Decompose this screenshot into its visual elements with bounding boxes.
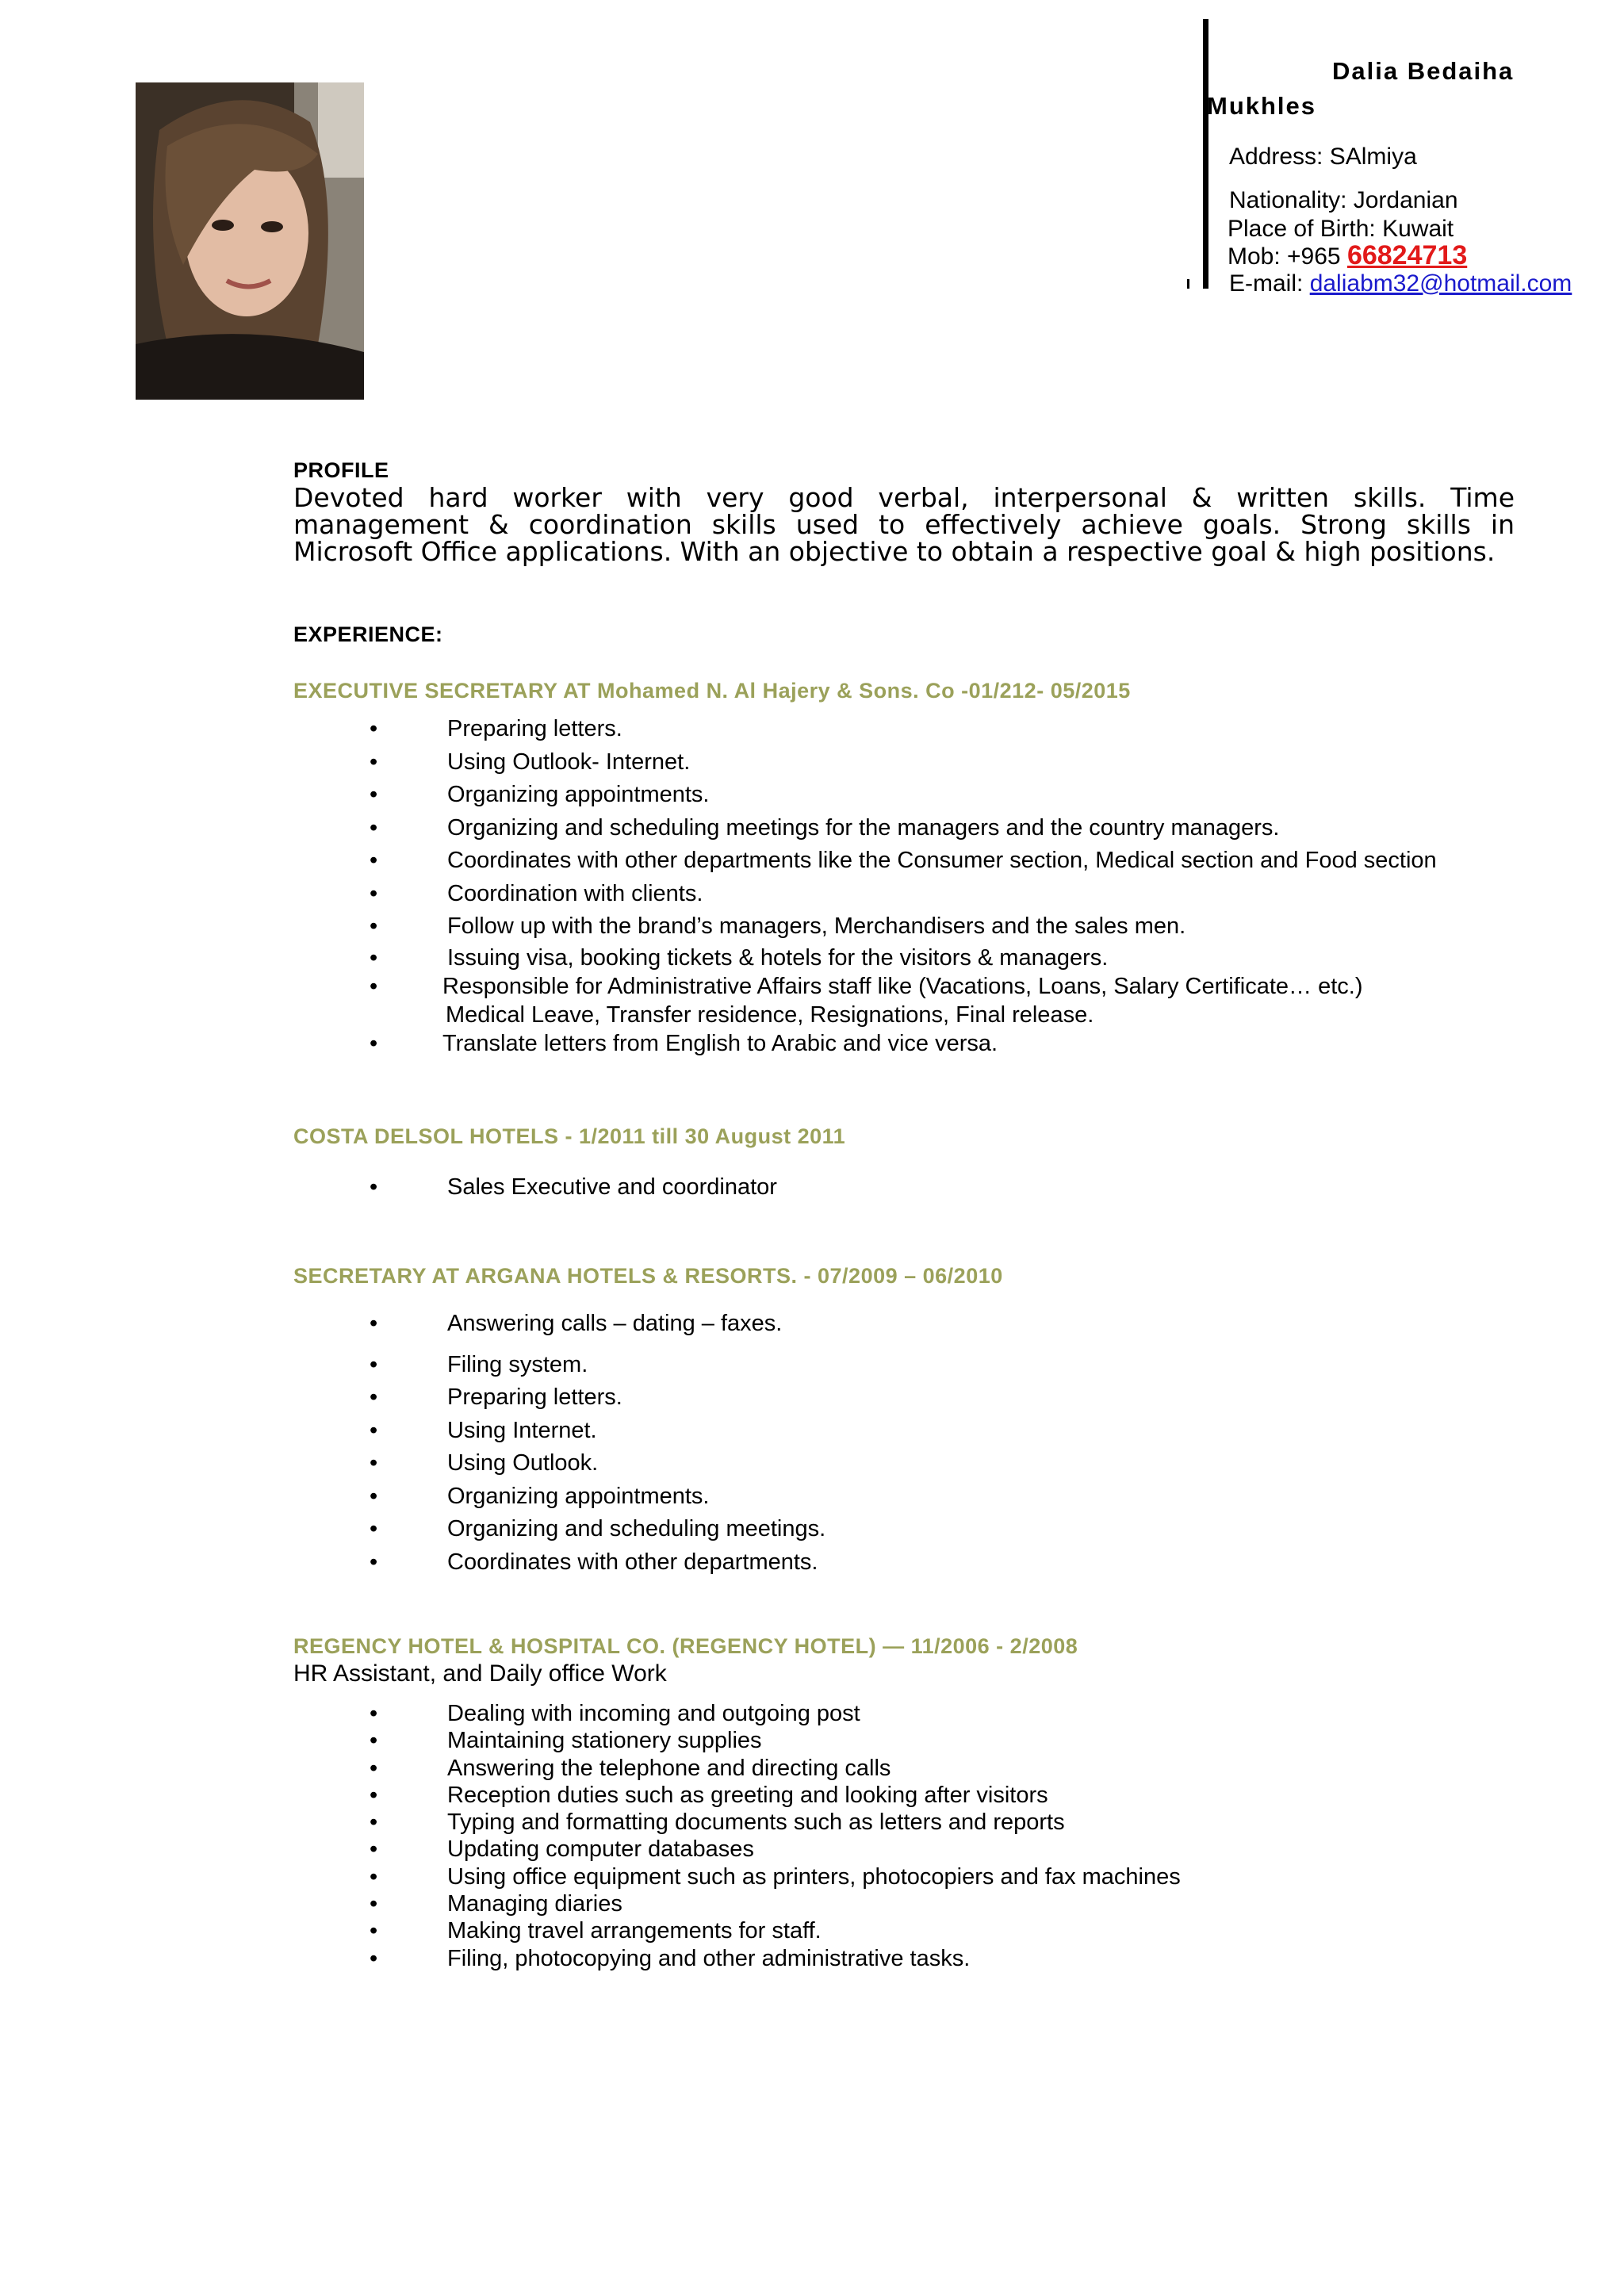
mobile-label: Mob: +965 [1228,243,1341,270]
job-duties-list [293,1171,1515,1204]
list-item: • Preparing letters. [293,713,1515,746]
job-title: SECRETARY AT ARGANA HOTELS & RESORTS. - 07/2009 – 06/2010 [293,1264,1003,1288]
bullet-icon: • [370,848,378,873]
list-item: • Preparing letters. [293,1381,1515,1415]
bullet-icon: • [370,1918,378,1944]
job-duties-list-cont [293,944,1515,1058]
list-item: • Organizing and scheduling meetings. [293,1513,1515,1546]
full-name-line1: Dalia Bedaiha [1332,57,1515,85]
bullet-icon: • [370,1863,378,1890]
job-subtitle: HR Assistant, and Daily office Work [293,1660,667,1687]
mobile-number[interactable]: 66824713 [1346,240,1468,270]
nationality: Nationality: Jordanian [1229,187,1458,213]
list-item: • Updating computer databases [370,1836,754,1863]
experience-heading: EXPERIENCE: [293,622,443,646]
bullet-icon: • [370,716,378,741]
bullet-icon: • [370,1810,378,1836]
list-item-continuation: Medical Leave, Transfer residence, Resignations, Final release. [446,1001,1094,1028]
list-item: • Filing, photocopying and other administrative tasks. [370,1945,971,1971]
list-item: • Follow up with the brand’s managers, Merchandisers and the sales men. [293,910,1515,944]
list-item: • Coordinates with other departments like the Consumer section, Medical section and Food section [293,844,1515,878]
bullet-icon: • [370,1030,378,1056]
bullet-icon: • [370,749,378,775]
job-title: EXECUTIVE SECRETARY AT Mohamed N. Al Hajery & Sons. Co -01/212- 05/2015 [293,679,1131,703]
list-item: • Using Outlook- Internet. [293,746,1515,779]
job-duties-list [293,1308,1515,1579]
bullet-icon: • [370,1483,378,1509]
list-item: • Maintaining stationery supplies [370,1728,762,1754]
email-row [1229,270,1572,298]
job-duties-list [293,713,1515,944]
list-item: • Issuing visa, booking tickets & hotels for the visitors & managers. [370,944,1109,971]
list-item: • Answering calls – dating – faxes. [293,1308,1515,1341]
job-duties-list [293,1700,1515,1972]
bullet-icon: • [370,1174,378,1200]
list-item: • Organizing appointments. [293,779,1515,812]
job-title: COSTA DELSOL HOTELS - 1/2011 till 30 August 2011 [293,1124,846,1148]
list-item: • Sales Executive and coordinator [293,1171,1515,1204]
bullet-icon: • [370,1755,378,1781]
bullet-icon: • [370,973,378,999]
email-label: E-mail: [1229,270,1304,297]
bullet-icon: • [370,880,378,906]
bullet-icon: • [370,1351,378,1377]
profile-photo [136,82,364,400]
resume-body [293,458,1515,1972]
email-link[interactable]: daliabm32@hotmail.com [1309,270,1572,297]
bullet-icon: • [370,782,378,807]
bullet-icon: • [370,814,378,841]
mobile-row [1228,241,1467,271]
list-item: • Translate letters from English to Arabic and vice versa. [370,1030,998,1056]
list-item: • Filing system. [293,1349,1515,1382]
header-tick-mark [1187,279,1189,289]
list-item: • Coordinates with other departments. [293,1546,1515,1580]
list-item: • Making travel arrangements for staff. [370,1918,822,1944]
bullet-icon: • [370,1728,378,1754]
bullet-icon: • [370,1945,378,1971]
address: Address: SAlmiya [1229,144,1417,170]
bullet-icon: • [370,1891,378,1917]
list-item: • Organizing and scheduling meetings for the managers and the country managers. [293,812,1515,845]
bullet-icon: • [370,1516,378,1541]
profile-heading: PROFILE [293,458,389,482]
list-item: • Using Outlook. [293,1447,1515,1480]
list-item: • Answering the telephone and directing calls [370,1755,891,1781]
list-item: • Dealing with incoming and outgoing post [370,1701,860,1726]
full-name-line2: Mukhles [1207,92,1317,120]
bullet-icon: • [370,1450,378,1476]
place-of-birth: Place of Birth: Kuwait [1228,216,1454,242]
bullet-icon: • [370,1549,378,1575]
list-item: • Reception duties such as greeting and looking after visitors [370,1782,1048,1808]
bullet-icon: • [370,1782,378,1808]
portrait-image [136,82,364,400]
profile-text: Devoted hard worker with very good verbal, interpersonal & written skills. Time management & coordination skills used to effectively achieve goals. Strong skills in Microsoft Office applications. With an objective to obtain a respective goal & high positions. [293,482,1515,567]
list-item: • Responsible for Administrative Affairs staff like (Vacations, Loans, Salary Certificate… etc.) [370,973,1363,999]
bullet-icon: • [370,1836,378,1863]
list-item: • Organizing appointments. [293,1480,1515,1514]
bullet-icon: • [370,1384,378,1410]
bullet-icon: • [370,1311,378,1336]
list-item: • Typing and formatting documents such as letters and reports [370,1810,1065,1836]
bullet-icon: • [370,1701,378,1726]
job-title: REGENCY HOTEL & HOSPITAL CO. (REGENCY HOTEL) — 11/2006 - 2/2008 [293,1634,1078,1658]
bullet-icon: • [370,944,378,971]
bullet-icon: • [370,1417,378,1443]
list-item: • Coordination with clients. [293,878,1515,911]
header-vertical-rule [1203,19,1208,289]
bullet-icon: • [370,913,378,939]
list-item: • Using office equipment such as printers, photocopiers and fax machines [370,1863,1181,1890]
list-item: • Managing diaries [370,1891,622,1917]
list-item: • Using Internet. [293,1415,1515,1448]
